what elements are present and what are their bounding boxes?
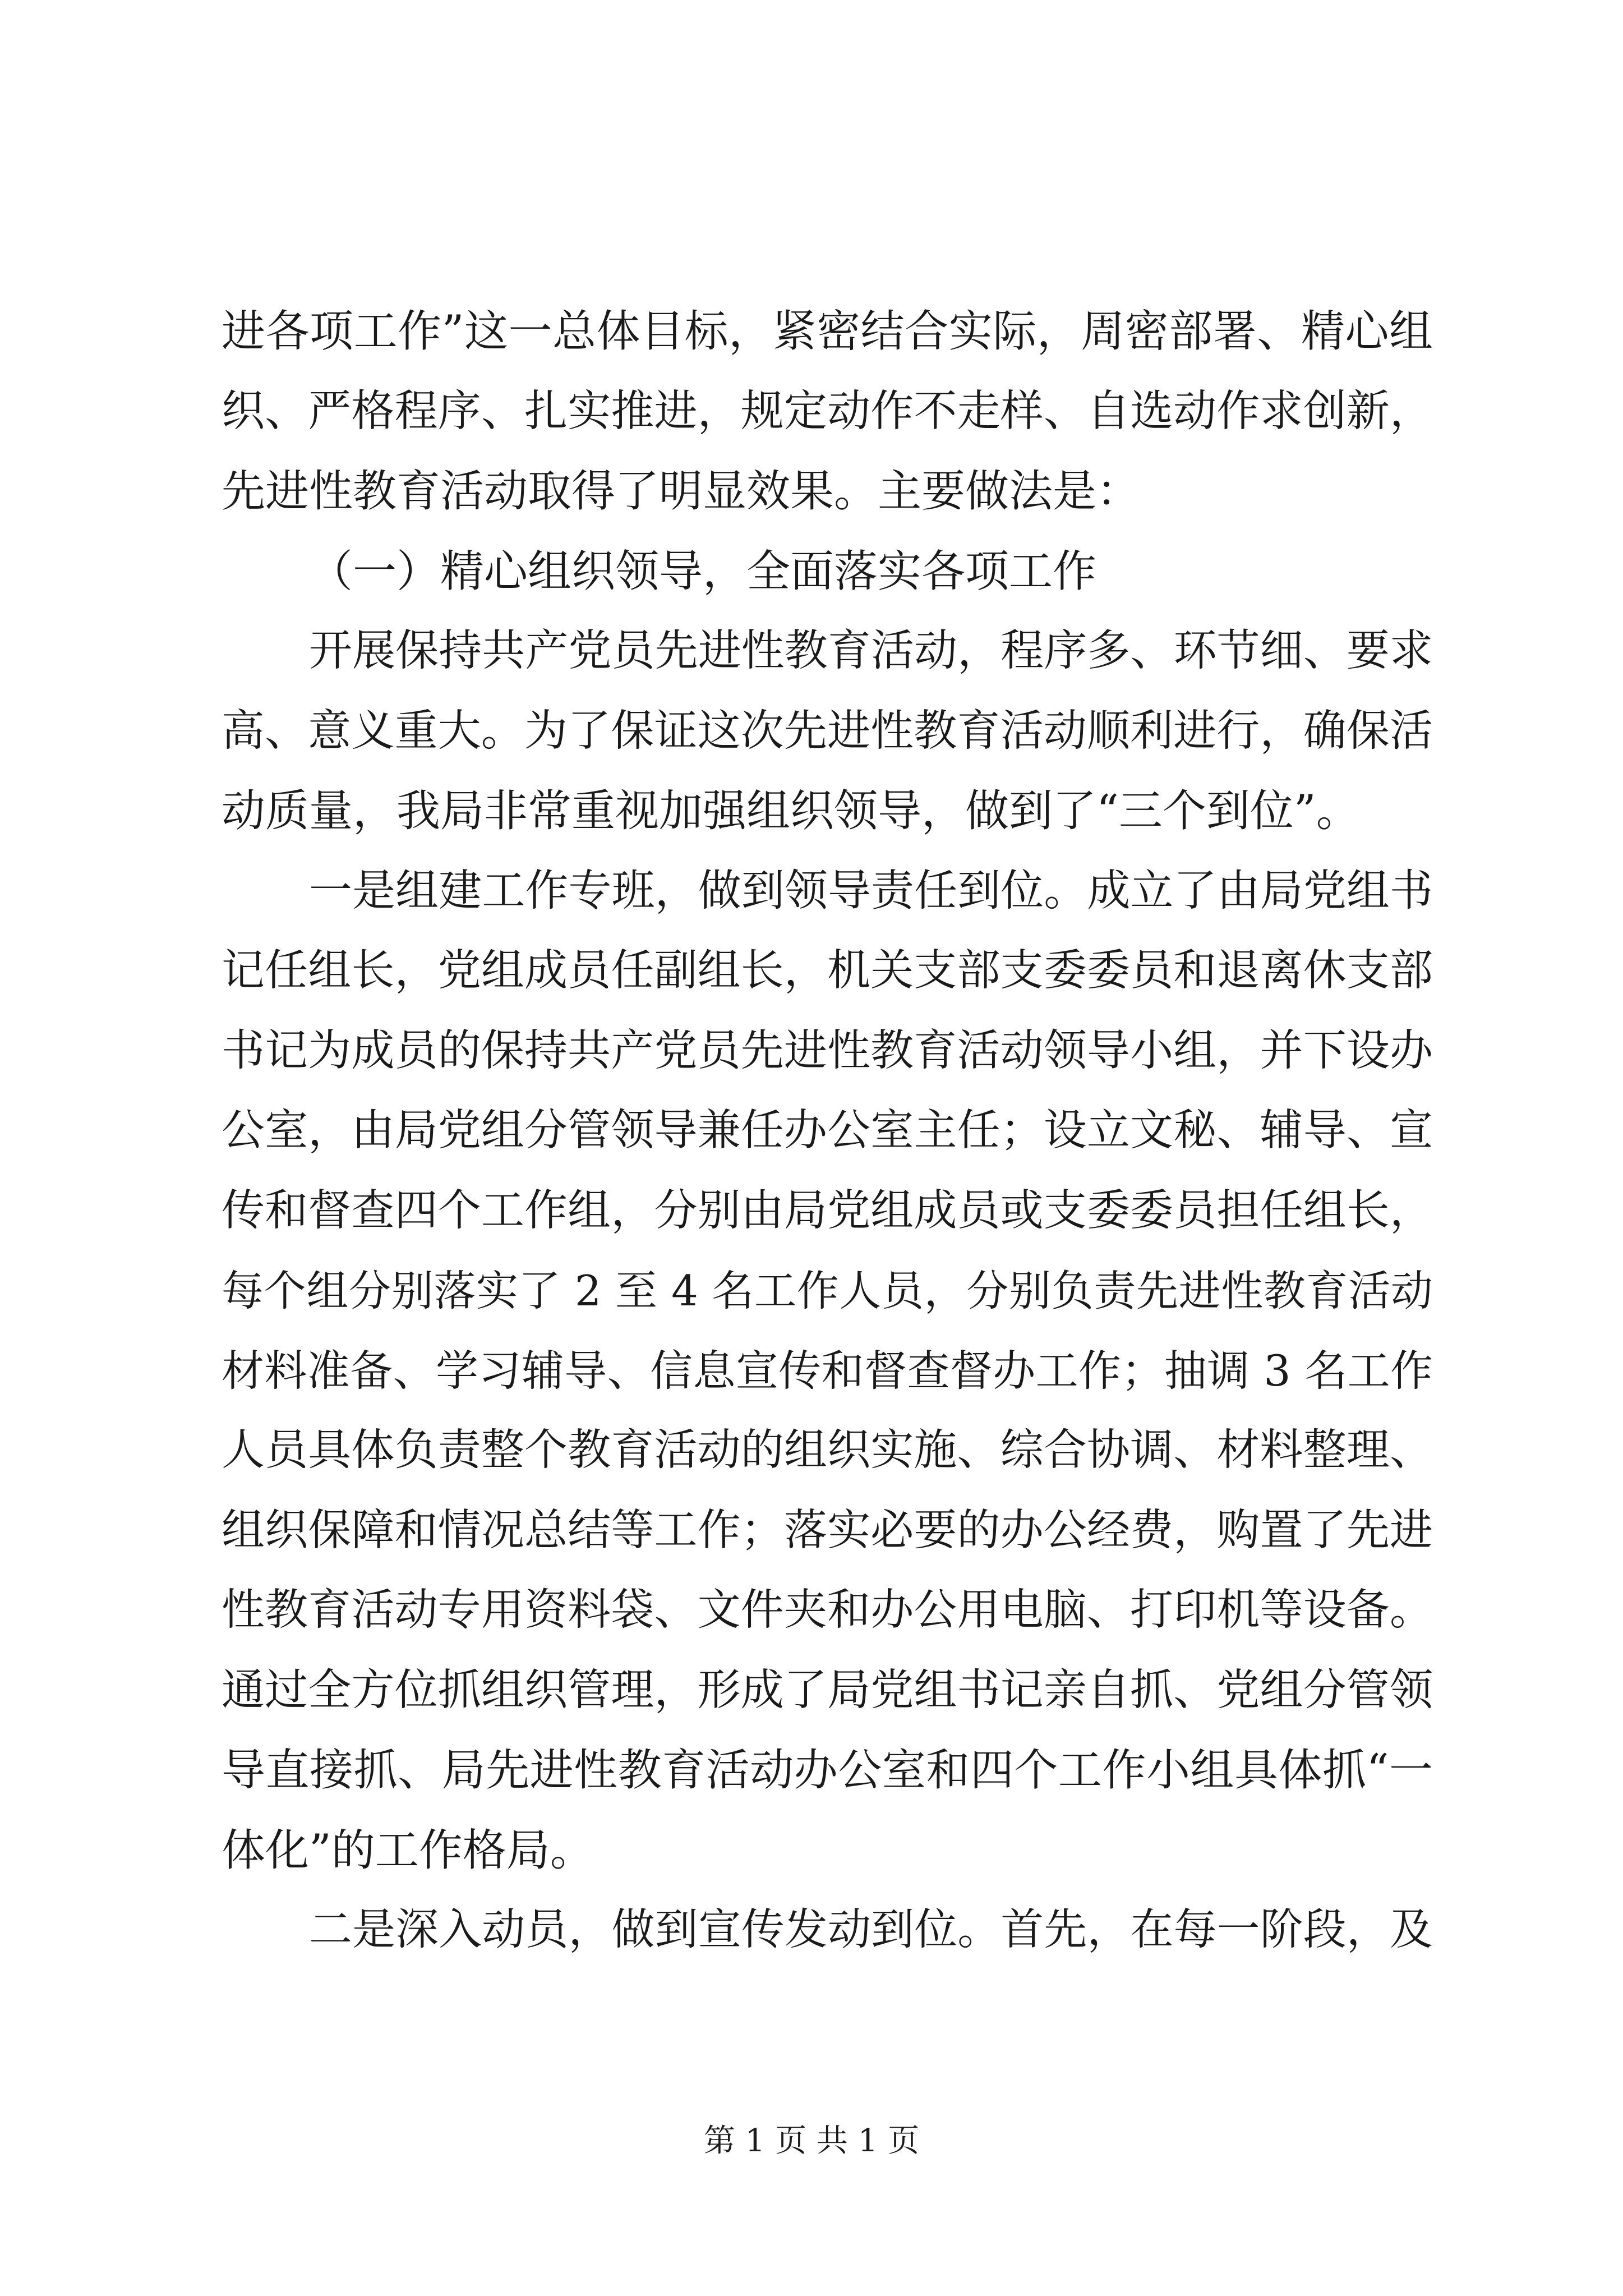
text-line: 传和督查四个工作组，分别由局党组成员或支委委员担任组长， (222, 1185, 1433, 1236)
text-line: 每个组分别落实了 2 至 4 名工作人员，分别负责先进性教育活动 (222, 1266, 1433, 1315)
text-line: 公室，由局党组分管领导兼任办公室主任；设立文秘、辅导、宣 (222, 1106, 1433, 1156)
text-line: 动质量，我局非常重视加强组织领导，做到了“三个到位”。 (222, 786, 1360, 836)
page-footer: 第 1 页 共 1 页 (703, 2123, 920, 2159)
text-line: 书记为成员的保持共产党员先进性教育活动领导小组，并下设办 (222, 1025, 1433, 1076)
text-line: 性教育活动专用资料袋、文件夹和办公用电脑、打印机等设备。 (222, 1585, 1433, 1635)
text-line: 人员具体负责整个教育活动的组织实施、综合协调、材料整理、 (222, 1425, 1433, 1475)
text-line: 组织保障和情况总结等工作；落实必要的办公经费，购置了先进 (222, 1505, 1433, 1556)
text-line: 进各项工作”这一总体目标，紧密结合实际，周密部署、精心组 (222, 306, 1433, 357)
text-line: 体化”的工作格局。 (222, 1825, 594, 1876)
text-line: 开展保持共产党员先进性教育活动，程序多、环节细、要求 (309, 626, 1433, 676)
text-line: 先进性教育活动取得了明显效果。主要做法是： (222, 466, 1141, 517)
text-line: 通过全方位抓组织管理，形成了局党组书记亲自抓、党组分管领 (222, 1665, 1433, 1715)
text-line: 二是深入动员，做到宣传发动到位。首先，在每一阶段，及 (309, 1905, 1433, 1955)
text-line: 材料准备、学习辅导、信息宣传和督查督办工作；抽调 3 名工作 (222, 1345, 1433, 1396)
text-line: 一是组建工作专班，做到领导责任到位。成立了由局党组书 (309, 866, 1433, 916)
text-line: 高、意义重大。为了保证这次先进性教育活动顺利进行，确保活 (222, 706, 1433, 756)
text-line: 导直接抓、局先进性教育活动办公室和四个工作小组具体抓“一 (222, 1745, 1433, 1796)
text-line: 记任组长，党组成员任副组长，机关支部支委委员和退离休支部 (222, 946, 1433, 996)
document-body (222, 292, 1433, 1971)
text-line: 织、严格程序、扎实推进，规定动作不走样、自选动作求创新， (222, 386, 1433, 436)
section-heading: （一）精心组织领导，全面落实各项工作 (309, 546, 1097, 597)
